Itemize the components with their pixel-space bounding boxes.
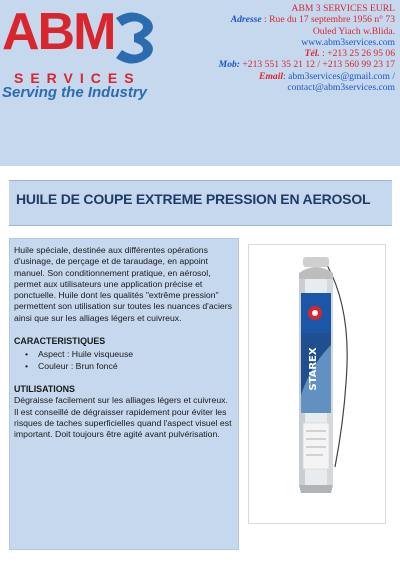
- tagline: Serving the Industry: [2, 84, 148, 101]
- description-panel: [9, 238, 239, 550]
- email-value-2[interactable]: contact@abm3services.com: [287, 82, 395, 94]
- characteristic-aspect: Aspect : Huile visqueuse: [38, 349, 134, 360]
- characteristics-heading: CARACTERISTIQUES: [14, 336, 106, 347]
- characteristics-list: [14, 349, 234, 372]
- address-label: Adresse: [230, 14, 262, 26]
- mob-value: +213 551 35 21 12 / +213 560 99 23 17: [240, 59, 395, 71]
- tel-value: : +213 25 26 95 06: [319, 48, 395, 60]
- uses-heading: UTILISATIONS: [14, 383, 75, 394]
- email-label: Email: [259, 70, 284, 82]
- header-band: [0, 0, 400, 166]
- bullet-icon: •: [25, 349, 29, 360]
- logo-abm-text: ABM: [2, 3, 115, 61]
- aerosol-can-image: [249, 245, 385, 523]
- product-description: Huile spéciale, destinée aux différentes opérations d'usinage, de perçage et de taraudage, en appoint manuel. Son conditionnement pratique, en aérosol, permet aux utilisateurs une application précise et ponctuelle. Huile dont les qualités "extrême pression" permettent son utilisation sur toutes les nuances d'aciers ainsi que sur les alliages légers et cuivreux.: [14, 245, 232, 323]
- logo-services-text: SERVICES: [14, 70, 141, 86]
- company-name: ABM 3 SERVICES EURL: [291, 3, 395, 14]
- logo-three-mark: [110, 10, 158, 66]
- list-item: [14, 349, 234, 360]
- list-item: [14, 361, 234, 372]
- email-value[interactable]: : abm3services@gmail.com /: [283, 70, 395, 82]
- contact-block: [165, 3, 395, 93]
- address-line: [165, 14, 395, 25]
- uses-text: Dégraisse facilement sur les alliages légers et cuivreux. Il est conseillé de dégraisser rapidement pour éviter les risques de taches superficielles quand l'aspect visuel est important. Doit toujours être agité avant pulvérisation.: [14, 395, 232, 440]
- characteristic-color: Couleur : Brun foncé: [38, 360, 118, 371]
- can-brand-label: STAREX: [308, 347, 319, 391]
- description-text-block: [14, 245, 234, 440]
- address-line-2: Ouled Yiach w.Blida.: [312, 25, 395, 37]
- website-link[interactable]: www.abm3services.com: [301, 36, 395, 48]
- bullet-icon: •: [25, 360, 29, 371]
- mob-label: Mob:: [218, 59, 240, 71]
- product-title: HUILE DE COUPE EXTREME PRESSION EN AEROSOL: [16, 191, 371, 207]
- address-value: : Rue du 17 septembre 1956 n° 73: [261, 14, 395, 26]
- product-title-box: [9, 180, 392, 226]
- product-image-frame: [248, 244, 386, 524]
- tel-label: Tél.: [304, 48, 320, 60]
